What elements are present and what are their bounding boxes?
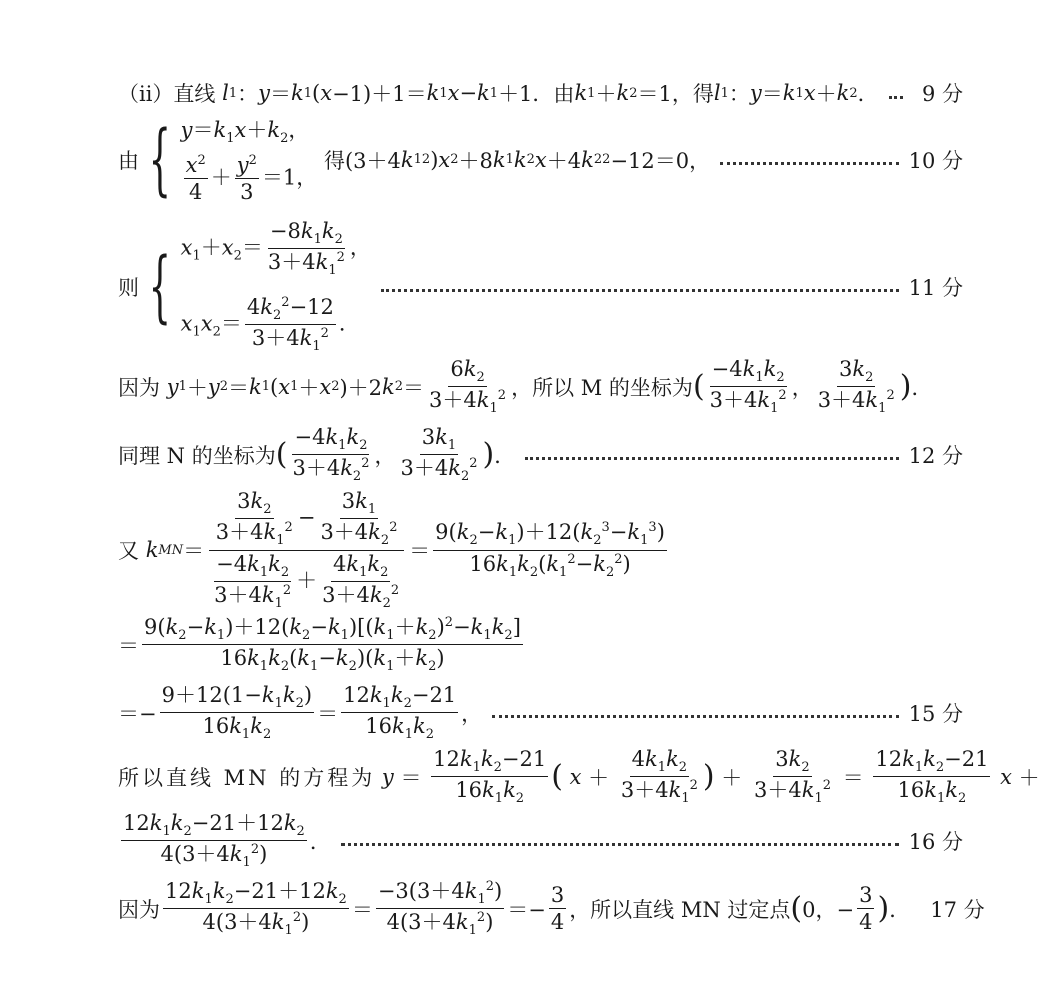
leader-dots [889, 96, 903, 99]
line-10 [118, 114, 963, 206]
math-line: （ⅱ）直线 l 1 ： y ＝ k 1 ( x −1)＋1＝ k 1 x − k 1 ＋1．由 k 1 ＋ k 2 ＝1，得 l 1 ： y ＝ k 1 x ＋ k 2 ． [118, 78, 879, 108]
text-then: 则 [118, 275, 139, 300]
line-16 [118, 810, 963, 872]
text-by: 由 [118, 148, 139, 173]
math-line: $\frac{12k_1k_2-21+12k_2}{4(3+4k_1^2)}$ ． [123, 811, 331, 871]
brace: { [148, 241, 171, 332]
text-so-M: ，所以 M 的坐标为 [511, 375, 693, 400]
text-prefix: （ⅱ）直线 [118, 82, 216, 106]
leader-dots [720, 162, 898, 165]
line-9 [118, 78, 963, 108]
line-17 [118, 878, 985, 940]
text-similarly-N: 同理 N 的坐标为 [118, 443, 276, 468]
line-M [118, 356, 963, 418]
score-label: 16 分 [908, 829, 963, 854]
line-expand [118, 614, 963, 676]
score-label: 10 分 [908, 148, 963, 173]
text-also: 又 [118, 539, 139, 564]
line-MN-eq [118, 746, 1040, 808]
score-label: 17 分 [930, 897, 985, 922]
line-kMN [118, 488, 963, 613]
line-12 [118, 424, 963, 486]
leader-dots [341, 843, 899, 846]
line-11 [118, 218, 963, 356]
math-line: 由 { $y=k_1x+k_2$， $\frac{x^2}{4}$ ＋ $\frac{y^2}{3}$ ＝1， 得(3＋4 k 1 2 ) x 2 ＋8 k 1 k 2 x ＋4 k 2 2 −12＝0， [118, 114, 711, 205]
leader-dots [381, 289, 899, 292]
equation-system: $x_1+x_2=$ $\frac{-8k_1k_2}{3+4k_1^2}$ ， $x_1x_2=$ $\frac{4k_2^2-12}{3+4k_1^2}$ ． [180, 219, 371, 355]
line-15 [118, 682, 963, 744]
math-line: 因为 $\frac{12k_1k_2-21+12k_2}{4(3+4k_1^2)}$ ＝ $\frac{-3(3+4k_1^2)}{4(3+4k_1^2)}$ ＝− $\frac{3}{4}$ ，所以直线 MN 过定点 ( 0，− $\frac{3}{4}$ ) ． [118, 879, 911, 939]
text-so-MN-eq: 所以直线 MN 的方程为 [118, 765, 376, 790]
math-line [118, 218, 371, 356]
math-line: 因为 y 1 ＋ y 2 ＝ k 1 ( x 1 ＋ x 2 )＋2 k 2 ＝ $\frac{6k_2}{3+4k_1^2}$ ，所以 M 的坐标为 ( $\frac{-4k_1k_2}{3+4k_1^2}$ ， $\frac{3k_2}{3+4k_1^2}$ ) ． [118, 357, 933, 417]
math-line: 同理 N 的坐标为 ( $\frac{-4k_1k_2}{3+4k_2^2}$ ， $\frac{3k_1}{3+4k_2^2}$ ) ． [118, 425, 516, 485]
score-label: 15 分 [908, 701, 963, 726]
brace: { [148, 114, 171, 205]
complex-fraction: $\frac{3k_2}{3+4k_1^2}$ − $\frac{3k_1}{3+4k_2^2}$ $\frac{-4k_1k_2}{3+4k_1^2}$ ＋ $\frac{4k_1k_2}{3+4k_2^2}$ [207, 488, 406, 613]
text-so-MN-pass: ，所以直线 MN 过定点 [569, 897, 791, 922]
text-because-2: 因为 [118, 897, 160, 922]
leader-dots [525, 457, 898, 460]
leader-dots [492, 715, 898, 718]
equation-system: $y=k_1x+k_2$， $\frac{x^2}{4}$ ＋ $\frac{y^2}{3}$ ＝1， [180, 118, 318, 205]
math-line: ＝− $\frac{9+12(1-k_1k_2)}{16k_1k_2}$ ＝ $\frac{12k_1k_2-21}{16k_1k_2}$ ， [118, 683, 483, 743]
math-line: ＝ $\frac{9(k_2-k_1)+12(k_2-k_1)[(k_1+k_2)^2-k_1k_2]}{16k_1k_2(k_1-k_2)(k_1+k_2)}$ [118, 615, 521, 675]
math-line: 又 k MN ＝ $\frac{3k_2}{3+4k_1^2}$ − $\frac{3k_1}{3+4k_2^2}$ $\frac{-4k_1k_2}{3+4k_1^2}$ ＋ $\frac{4k_1k_2}{3+4k_2^2}$ ＝ $\frac{9(k_2-k_1)+12(k_2^3-k_1^3)}{16k_1k_2(k_1^2-k_2^2)}$ [118, 489, 665, 612]
score-label: 11 分 [908, 275, 963, 300]
score-label: 9 分 [921, 82, 963, 106]
text-because: 因为 [118, 375, 160, 400]
math-line: 所以直线 MN 的方程为 y ＝ $\frac{12k_1k_2-21}{16k_1k_2}$ ( x ＋ $\frac{4k_1k_2}{3+4k_1^2}$ ) ＋ $\frac{3k_2}{3+4k_1^2}$ ＝ $\frac{12k_1k_2-21}{16k_1k_2}$ x ＋ [118, 747, 1040, 807]
score-label: 12 分 [908, 443, 963, 468]
